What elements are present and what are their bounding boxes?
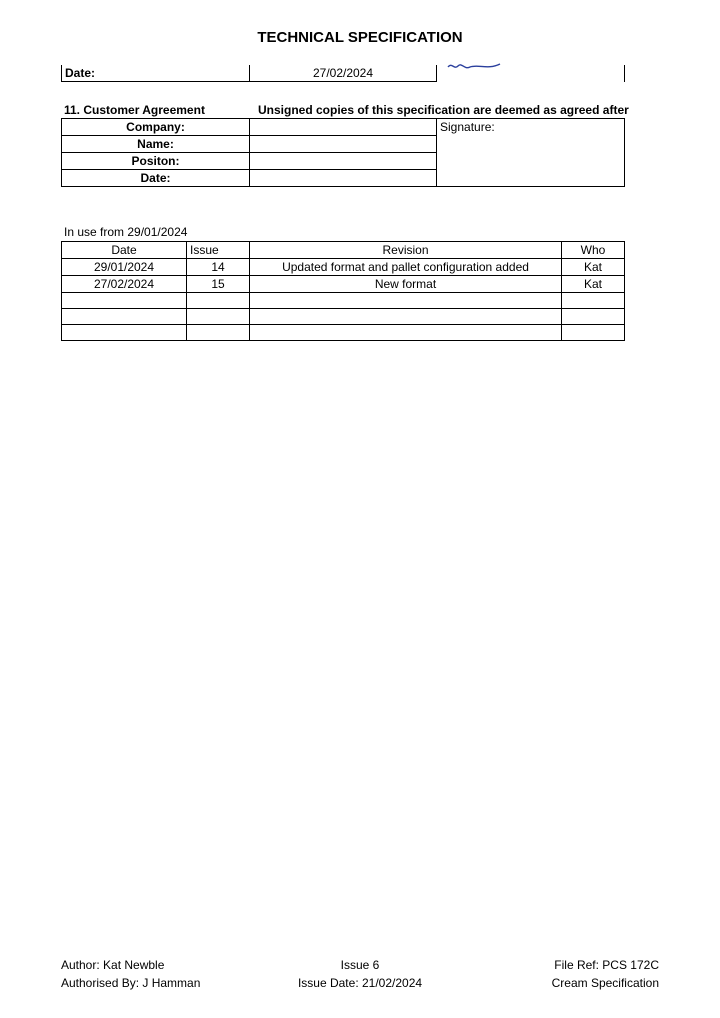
cell-issue [187, 325, 250, 341]
date-field[interactable] [250, 170, 437, 187]
signature-label: Signature: [440, 120, 495, 134]
footer-authorised: Authorised By: J Hamman [61, 976, 201, 990]
top-date-row [62, 65, 625, 82]
cell-who: Kat [562, 276, 625, 293]
name-field[interactable] [250, 136, 437, 153]
table-row [62, 276, 625, 293]
table-row [62, 309, 625, 325]
page-title: TECHNICAL SPECIFICATION [257, 29, 463, 46]
cell-who [562, 293, 625, 309]
header-revision: Revision [250, 242, 562, 259]
cell-issue: 14 [187, 259, 250, 276]
cell-revision [250, 309, 562, 325]
footer-author: Author: Kat Newble [61, 958, 165, 972]
footer-file-ref: File Ref: PCS 172C [554, 958, 659, 972]
header-date: Date [62, 242, 187, 259]
table-row [62, 325, 625, 341]
customer-agreement-table [61, 118, 625, 187]
top-date-label: Date: [62, 65, 250, 82]
date-label: Date: [62, 170, 250, 187]
revision-table [61, 241, 625, 341]
cell-revision: Updated format and pallet configuration added [250, 259, 562, 276]
header-issue: Issue [187, 242, 250, 259]
name-label: Name: [62, 136, 250, 153]
cell-who: Kat [562, 259, 625, 276]
top-signature-cell [437, 65, 625, 82]
cell-who [562, 325, 625, 341]
position-label: Positon: [62, 153, 250, 170]
company-field[interactable] [250, 119, 437, 136]
cell-issue [187, 293, 250, 309]
table-row [62, 293, 625, 309]
top-date-table [61, 65, 625, 82]
cell-date [62, 325, 187, 341]
in-use-from: In use from 29/01/2024 [64, 225, 188, 239]
company-label: Company: [62, 119, 250, 136]
customer-agreement-note: Unsigned copies of this specification are deemed as agreed after [258, 103, 629, 117]
cell-revision [250, 325, 562, 341]
revision-header-row [62, 242, 625, 259]
footer-doc-name: Cream Specification [551, 976, 659, 990]
cell-issue [187, 309, 250, 325]
header-who: Who [562, 242, 625, 259]
top-date-value: 27/02/2024 [250, 65, 437, 82]
cell-revision [250, 293, 562, 309]
cell-date [62, 309, 187, 325]
table-row [62, 259, 625, 276]
footer-issue: Issue 6 [340, 958, 380, 972]
cell-who [562, 309, 625, 325]
position-field[interactable] [250, 153, 437, 170]
footer-issue-date: Issue Date: 21/02/2024 [297, 976, 423, 990]
cell-date [62, 293, 187, 309]
cell-issue: 15 [187, 276, 250, 293]
customer-agreement-heading: 11. Customer Agreement [64, 103, 205, 117]
cell-revision: New format [250, 276, 562, 293]
agreement-row-company [62, 119, 625, 136]
cell-date: 29/01/2024 [62, 259, 187, 276]
signature-box[interactable] [437, 119, 625, 187]
cell-date: 27/02/2024 [62, 276, 187, 293]
